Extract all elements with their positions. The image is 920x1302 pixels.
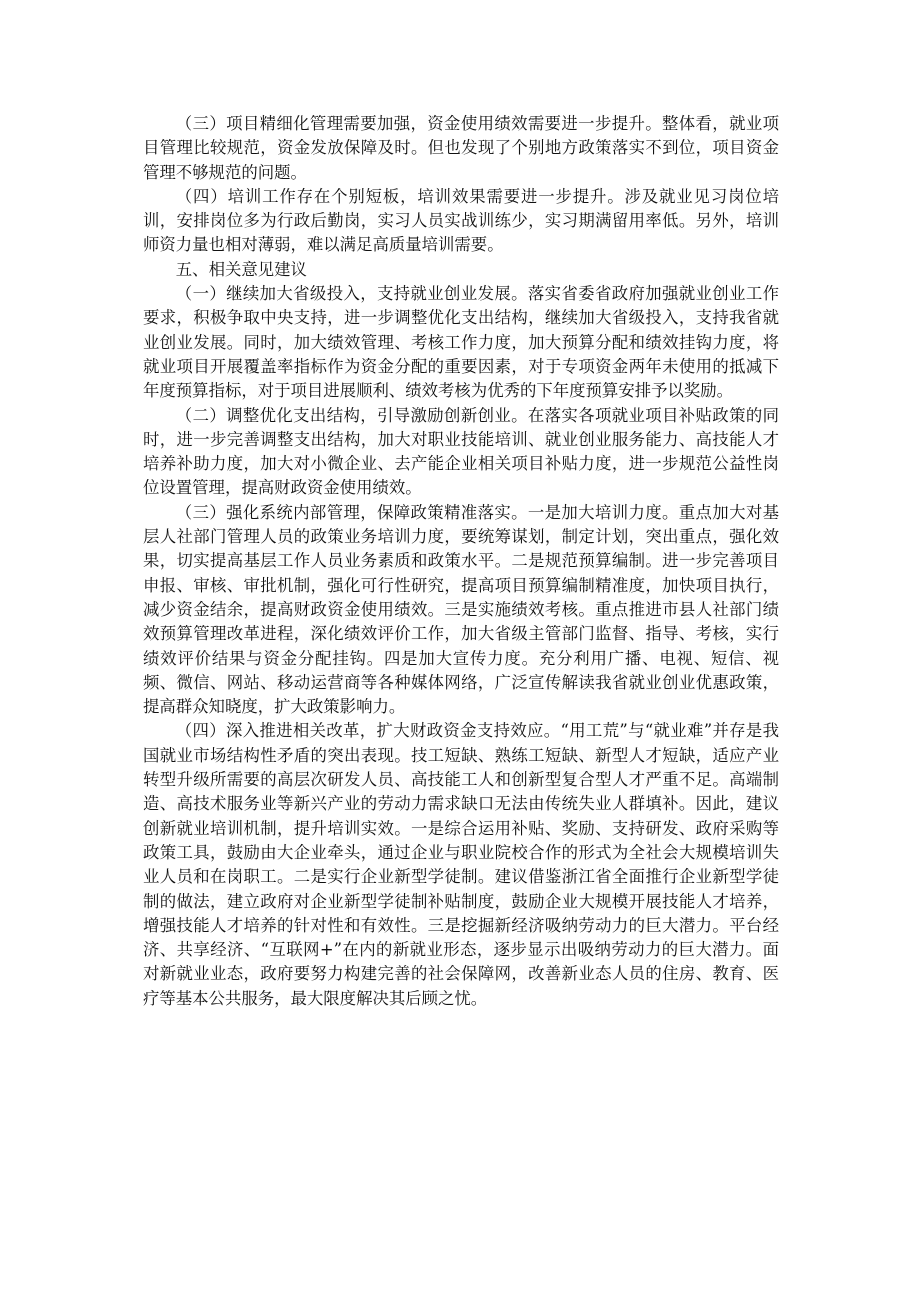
section-heading: 五、相关意见建议: [175, 259, 307, 279]
recommendation-reform: （四）深入推进相关改革，扩大财政资金支持效应。“用工荒”与“就业难”并存是我国就业市场结构性矛盾的突出表现。技工短缺、熟练工短缺、新型人才短缺，适应产业转型升级所需要的高层次研发人员、高技能工人和创新型复合型人才严重不足。高端制造、高技术服务业等新兴产业的劳动力需求缺口无法由传统失业人群填补。因此，建议创新就业培训机制，提升培训实效。一是综合运用补贴、奖励、支持研发、政府采购等政策工具，鼓励由大企业牵头，通过企业与职业院校合作的形式为全社会大规模培训失业人员和在岗职工。二是实行企业新型学徒制。建议借鉴浙江省全面推行企业新型学徒制的做法，建立政府对企业新型学徒制补贴制度，鼓励企业大规模开展技能人才培养，增强技能人才培养的针对性和有效性。三是挖掘新经济吸纳劳动力的巨大潜力。平台经济、共享经济、“互联网+”在内的新就业形态，逐步显示出吸纳劳动力的巨大潜力。面对新就业业态，政府要努力构建完善的社会保障网，改善新业态人员的住房、教育、医疗等基本公共服务，最大限度解决其后顾之忧。: [143, 721, 779, 1008]
recommendation-expenditure-structure: （二）调整优化支出结构，引导激励创新创业。在落实各项就业项目补贴政策的同时，进一步完善调整支出结构，加大对职业技能培训、就业创业服务能力、高技能人才培养补助力度，加大对小微企业、去产能企业相关项目补贴力度，进一步规范公益性岗位设置管理，提高财政资金使用绩效。: [143, 405, 779, 498]
recommendation-provincial-investment: （一）继续加大省级投入，支持就业创业发展。落实省委省政府加强就业创业工作要求，积极争取中央支持，进一步调整优化支出结构，继续加大省级投入，支持我省就业创业发展。同时，加大绩效管理、考核工作力度，加大预算分配和绩效挂钩力度，将就业项目开展覆盖率指标作为资金分配的重要因素，对于专项资金两年未使用的抵减下年度预算指标，对于项目进展顺利、绩效考核为优秀的下年度预算安排予以奖励。: [143, 284, 779, 401]
document-page: [143, 112, 779, 1011]
recommendation-internal-management: （三）强化系统内部管理，保障政策精准落实。一是加大培训力度。重点加大对基层人社部门管理人员的政策业务培训力度，要统筹谋划，制定计划，突出重点，强化效果，切实提高基层工作人员业务素质和政策水平。二是规范预算编制。进一步完善项目申报、审核、审批机制，强化可行性研究，提高项目预算编制精准度，加快项目执行，减少资金结余，提高财政资金使用绩效。三是实施绩效考核。重点推进市县人社部门绩效预算管理改革进程，深化绩效评价工作，加大省级主管部门监督、指导、考核，实行绩效评价结果与资金分配挂钩。四是加大宣传力度。充分利用广播、电视、短信、视频、微信、网站、移动运营商等各种媒体网络，广泛宣传解读我省就业创业优惠政策，提高群众知晓度，扩大政策影响力。: [143, 502, 779, 717]
paragraph-project-management: （三）项目精细化管理需要加强，资金使用绩效需要进一步提升。整体看，就业项目管理比较规范，资金发放保障及时。但也发现了个别地方政策落实不到位，项目资金管理不够规范的问题。: [143, 114, 779, 182]
paragraph-training-shortcomings: （四）培训工作存在个别短板，培训效果需要进一步提升。涉及就业见习岗位培训，安排岗位多为行政后勤岗，实习人员实战训练少，实习期满留用率低。另外，培训师资力量也相对薄弱，难以满足高质量培训需要。: [143, 186, 779, 255]
